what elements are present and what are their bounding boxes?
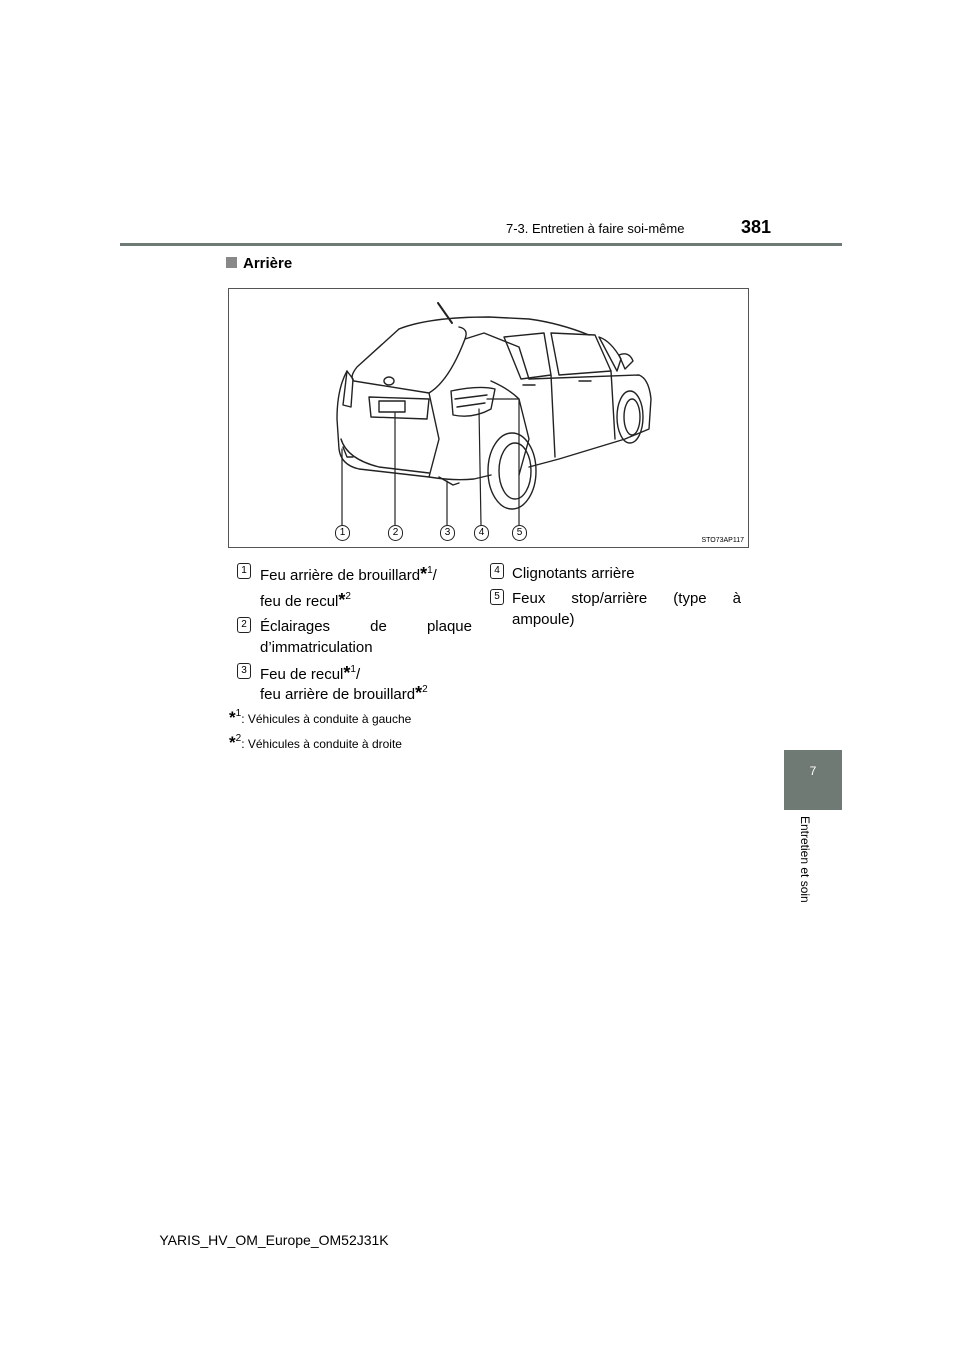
asterisk: * <box>420 564 428 584</box>
separator: / <box>432 567 437 584</box>
callout-3: 3 <box>440 525 455 541</box>
footer-code: YARIS_HV_OM_Europe_OM52J31K <box>159 1232 389 1248</box>
footnote-ref: 1 <box>350 664 356 675</box>
asterisk: * <box>415 683 423 703</box>
figure-code: STO73AP117 <box>701 537 744 544</box>
legend-text: Feu arrière de brouillard <box>260 567 421 584</box>
asterisk: * <box>343 663 351 683</box>
section-header: 7-3. Entretien à faire soi-même <box>506 221 685 236</box>
footnote-2 <box>229 733 402 753</box>
callout-1: 1 <box>335 525 350 541</box>
footnote-text: : Véhicules à conduite à gauche <box>241 712 412 726</box>
chapter-number: 7 <box>809 764 817 778</box>
chapter-tab <box>784 750 842 810</box>
legend-text: Éclairages de plaque <box>260 618 472 635</box>
legend-text: feu de recul <box>260 593 339 610</box>
legend-number-5: 5 <box>490 589 504 605</box>
footnote-ref: 2 <box>235 733 242 744</box>
footnote-ref: 2 <box>345 591 351 602</box>
square-bullet-icon <box>226 257 237 268</box>
legend-text: d’immatriculation <box>260 639 373 656</box>
document-footer <box>0 1232 960 1248</box>
legend-text: feu arrière de brouillard <box>260 686 416 703</box>
legend-number-4: 4 <box>490 563 504 579</box>
section-title: Arrière <box>243 255 293 272</box>
legend-text: Clignotants arrière <box>512 565 635 582</box>
footnote-1 <box>229 708 411 728</box>
legend-text: Feux stop/arrière (type à <box>512 590 741 607</box>
footnote-text: : Véhicules à conduite à droite <box>241 737 402 751</box>
asterisk: * <box>229 733 236 752</box>
rear-lights-figure <box>228 288 749 548</box>
legend-text: Feu de recul <box>260 666 344 683</box>
car-rear-illustration <box>229 289 748 547</box>
callout-5: 5 <box>512 525 527 541</box>
legend-number-1: 1 <box>237 563 251 579</box>
callout-4: 4 <box>474 525 489 541</box>
callout-2: 2 <box>388 525 403 541</box>
legend-number-3: 3 <box>237 663 251 679</box>
footnote-ref: 1 <box>235 708 242 719</box>
footnote-ref: 1 <box>427 565 433 576</box>
legend-number-2: 2 <box>237 617 251 633</box>
chapter-label: Entretien et soin <box>798 816 812 903</box>
asterisk: * <box>229 708 236 727</box>
page-number: 381 <box>741 217 772 237</box>
header-rule <box>120 243 842 246</box>
separator: / <box>355 666 361 683</box>
asterisk: * <box>338 590 346 610</box>
footnote-ref: 2 <box>422 684 428 695</box>
legend-text: ampoule) <box>512 611 575 628</box>
section-heading <box>226 255 292 272</box>
